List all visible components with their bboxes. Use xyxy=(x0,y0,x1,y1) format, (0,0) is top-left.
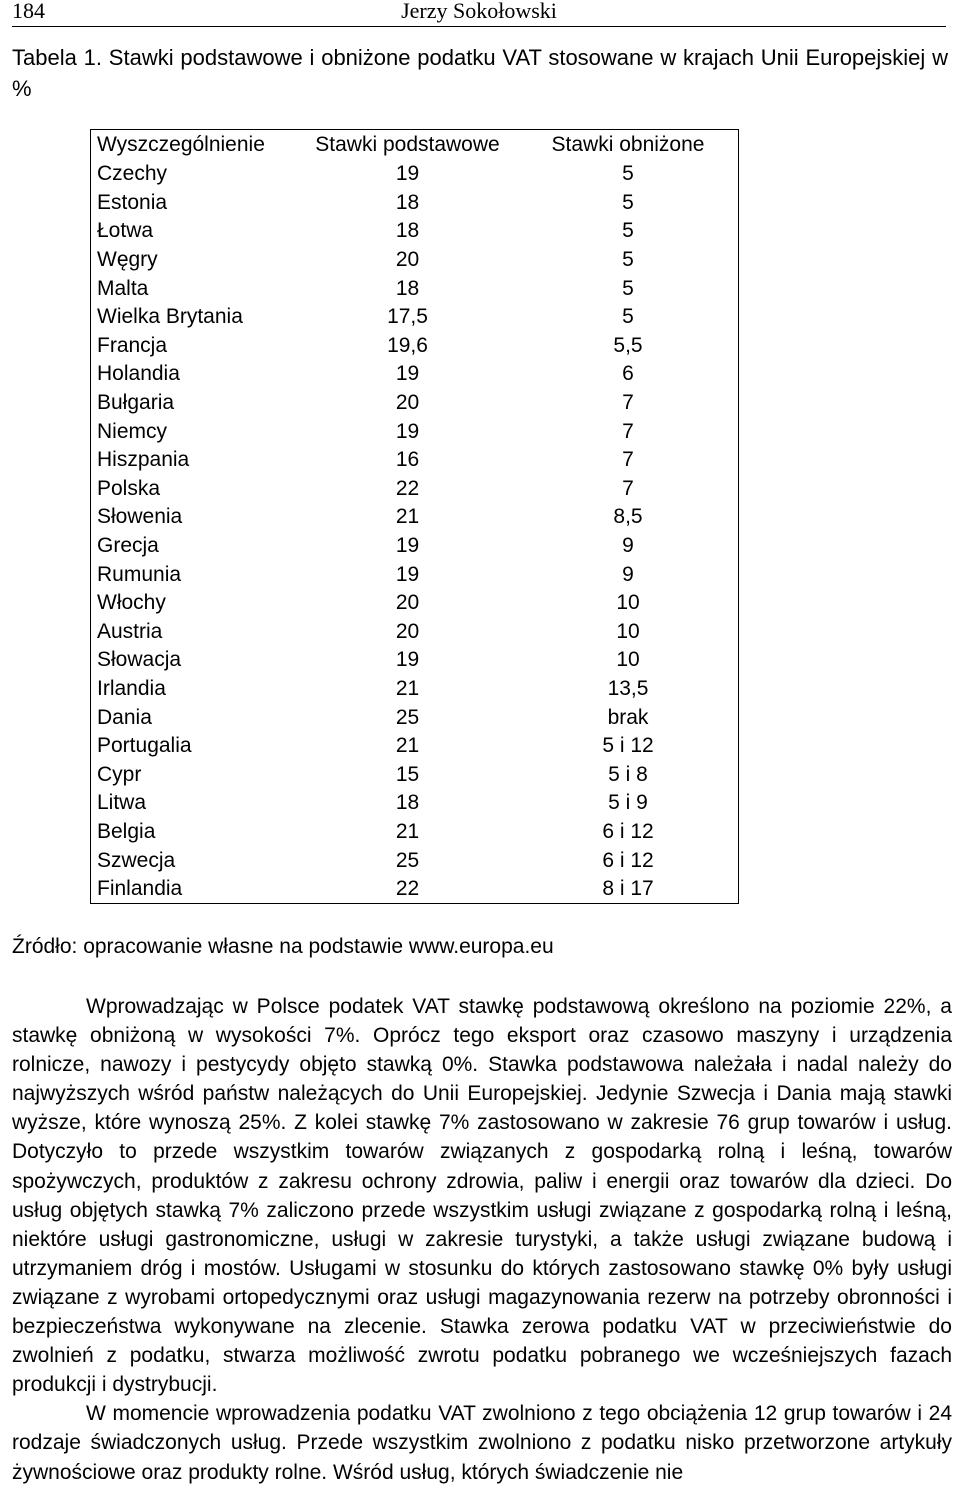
table-row xyxy=(91,189,739,218)
standard-rate-cell: 20 xyxy=(395,248,420,272)
table-row xyxy=(91,446,739,475)
table-row xyxy=(91,389,739,418)
country-cell: Polska xyxy=(97,476,161,500)
standard-rate-cell: 21 xyxy=(395,819,420,843)
standard-rate-cell: 16 xyxy=(395,448,420,472)
table-row xyxy=(91,875,739,904)
table-row xyxy=(91,160,739,189)
reduced-rate-cell: 13,5 xyxy=(607,676,649,700)
reduced-rate-cell: 8,5 xyxy=(613,505,643,529)
reduced-rate-cell: 6 i 12 xyxy=(602,819,654,843)
reduced-rate-cell: brak xyxy=(607,705,649,729)
country-cell: Hiszpania xyxy=(97,448,190,472)
standard-rate-cell: 17,5 xyxy=(387,305,428,329)
reduced-rate-cell: 5 xyxy=(622,305,634,329)
standard-rate-cell: 18 xyxy=(395,791,420,815)
vat-rates-table xyxy=(90,129,739,904)
table-row xyxy=(91,332,739,361)
table-row xyxy=(91,618,739,647)
country-cell: Austria xyxy=(97,619,163,643)
standard-rate-cell: 19 xyxy=(395,534,420,558)
country-cell: Słowacja xyxy=(97,648,182,672)
reduced-rate-cell: 5 i 12 xyxy=(602,734,654,758)
country-cell: Malta xyxy=(97,276,149,300)
country-cell: Wielka Brytania xyxy=(97,305,243,329)
page-header xyxy=(12,0,946,27)
standard-rate-cell: 18 xyxy=(395,219,420,243)
country-cell: Łotwa xyxy=(97,219,154,243)
country-cell: Dania xyxy=(97,705,152,729)
table-row xyxy=(91,417,739,446)
table-row xyxy=(91,732,739,761)
reduced-rate-cell: 10 xyxy=(616,619,640,643)
table-row xyxy=(91,818,739,847)
standard-rate-cell: 19 xyxy=(395,419,420,443)
column-header: Stawki podstawowe xyxy=(315,133,500,156)
reduced-rate-cell: 7 xyxy=(622,476,634,500)
country-cell: Irlandia xyxy=(97,676,166,700)
reduced-rate-cell: 5 xyxy=(622,248,634,272)
table-row xyxy=(91,303,739,332)
table-row xyxy=(91,703,739,732)
country-cell: Czechy xyxy=(97,162,168,186)
reduced-rate-cell: 7 xyxy=(622,448,634,472)
table-row xyxy=(91,274,739,303)
reduced-rate-cell: 9 xyxy=(622,562,634,586)
country-cell: Litwa xyxy=(97,791,147,815)
reduced-rate-cell: 5 xyxy=(622,162,634,186)
reduced-rate-cell: 5 xyxy=(622,190,634,214)
standard-rate-cell: 22 xyxy=(395,476,420,500)
standard-rate-cell: 21 xyxy=(395,505,420,529)
reduced-rate-cell: 10 xyxy=(616,591,640,615)
table-row xyxy=(91,760,739,789)
country-cell: Cypr xyxy=(97,762,142,786)
country-cell: Włochy xyxy=(97,591,166,615)
standard-rate-cell: 19,6 xyxy=(387,333,428,357)
reduced-rate-cell: 5 i 8 xyxy=(608,762,648,786)
standard-rate-cell: 25 xyxy=(395,848,420,872)
paragraph: W momencie wprowadzenia podatku VAT zwolniono z tego obciążenia 12 grup towarów i 24 rodzaje świadczonych usług. Przede wszystkim zwolniono z podatku nisko przetworzone artykuły żywnościowe oraz produkty rolne. Wśród usług, których świadczenie nie xyxy=(12,1402,952,1484)
table-row xyxy=(91,789,739,818)
reduced-rate-cell: 5 xyxy=(622,276,634,300)
body-text xyxy=(12,992,952,1487)
standard-rate-cell: 19 xyxy=(395,562,420,586)
paragraph: Wprowadzając w Polsce podatek VAT stawkę podstawową określono na poziomie 22%, a stawkę obniżoną w wysokości 7%. Oprócz tego eksport oraz czasowo maszyny i urządzenia rolnicze, nawozy i pestycydy objęto stawką 0%. Stawka podstawowa należała i nadal należy do najwyższych wśród państw należących do Unii Europejskiej. Jedynie Szwecja i Dania mają stawki wyższe, które wynoszą 25%. Z kolei stawkę 7% zastosowano w zakresie 76 grup towarów i usług. Dotyczyło to przede wszystkim towarów związanych z gospodarką rolną i leśną, towarów spożywczych, produktów z zakresu ochrony zdrowia, paliw i energii oraz towarów dla dzieci. Do usług objętych stawką 7% zaliczono przede wszystkim usługi związane z gospodarką rolną i leśną, niektóre usługi gastronomiczne, usługi w zakresie turystyki, a także usługi związane budową i utrzymaniem dróg i mostów. Usługami w stosunku do których zastosowano stawkę 0% były usługi związane z wyrobami ortopedycznymi oraz usługi magazynowania rezerw na potrzeby obronności i bezpieczeństwa wykonywane na zlecenie. Stawka zerowa podatku VAT w przeciwieństwie do zwolnień z podatku, stwarza możliwość zwrotu podatku pobranego we wcześniejszych fazach produkcji i dystrybucji. xyxy=(12,995,952,1397)
table-row xyxy=(91,475,739,504)
table-source-note: Źródło: opracowanie własne na podstawie www.europa.eu xyxy=(12,935,554,958)
table-row xyxy=(91,246,739,275)
country-cell: Słowenia xyxy=(97,505,183,529)
column-header: Stawki obniżone xyxy=(551,133,705,156)
standard-rate-cell: 15 xyxy=(395,762,420,786)
country-cell: Niemcy xyxy=(97,419,168,443)
table-body xyxy=(91,160,739,904)
table-row xyxy=(91,589,739,618)
table-row xyxy=(91,217,739,246)
standard-rate-cell: 21 xyxy=(395,734,420,758)
table-row xyxy=(91,360,739,389)
standard-rate-cell: 22 xyxy=(395,877,420,901)
table-row xyxy=(91,560,739,589)
reduced-rate-cell: 6 i 12 xyxy=(602,848,654,872)
reduced-rate-cell: 10 xyxy=(616,648,640,672)
country-cell: Holandia xyxy=(97,362,180,386)
table-row xyxy=(91,675,739,704)
country-cell: Francja xyxy=(97,333,168,357)
country-cell: Grecja xyxy=(97,534,159,558)
country-cell: Węgry xyxy=(97,248,158,272)
country-cell: Rumunia xyxy=(97,562,182,586)
standard-rate-cell: 19 xyxy=(395,162,420,186)
country-cell: Finlandia xyxy=(97,877,183,901)
country-cell: Estonia xyxy=(97,190,168,214)
standard-rate-cell: 19 xyxy=(395,362,420,386)
reduced-rate-cell: 5 i 9 xyxy=(608,791,648,815)
reduced-rate-cell: 7 xyxy=(622,419,634,443)
column-header: Wyszczególnienie xyxy=(97,133,265,156)
country-cell: Belgia xyxy=(97,819,156,843)
standard-rate-cell: 20 xyxy=(395,391,420,415)
reduced-rate-cell: 5,5 xyxy=(613,333,643,357)
standard-rate-cell: 21 xyxy=(395,676,420,700)
table-header-row xyxy=(91,130,739,161)
table-row xyxy=(91,503,739,532)
standard-rate-cell: 20 xyxy=(395,591,420,615)
reduced-rate-cell: 5 xyxy=(622,219,634,243)
country-cell: Szwecja xyxy=(97,848,176,872)
country-cell: Portugalia xyxy=(97,734,192,758)
standard-rate-cell: 18 xyxy=(395,276,420,300)
reduced-rate-cell: 8 i 17 xyxy=(602,877,654,901)
reduced-rate-cell: 7 xyxy=(622,391,634,415)
country-cell: Bułgaria xyxy=(97,391,175,415)
standard-rate-cell: 25 xyxy=(395,705,420,729)
table-caption: Tabela 1. Stawki podstawowe i obniżone podatku VAT stosowane w krajach Unii Europejskiej w % xyxy=(12,45,948,101)
table-row xyxy=(91,532,739,561)
standard-rate-cell: 19 xyxy=(395,648,420,672)
table-row xyxy=(91,646,739,675)
table-row xyxy=(91,846,739,875)
running-head-author: Jerzy Sokołowski xyxy=(401,0,557,23)
standard-rate-cell: 20 xyxy=(395,619,420,643)
reduced-rate-cell: 6 xyxy=(622,362,634,386)
reduced-rate-cell: 9 xyxy=(622,534,634,558)
page-number: 184 xyxy=(12,0,45,23)
standard-rate-cell: 18 xyxy=(395,190,420,214)
